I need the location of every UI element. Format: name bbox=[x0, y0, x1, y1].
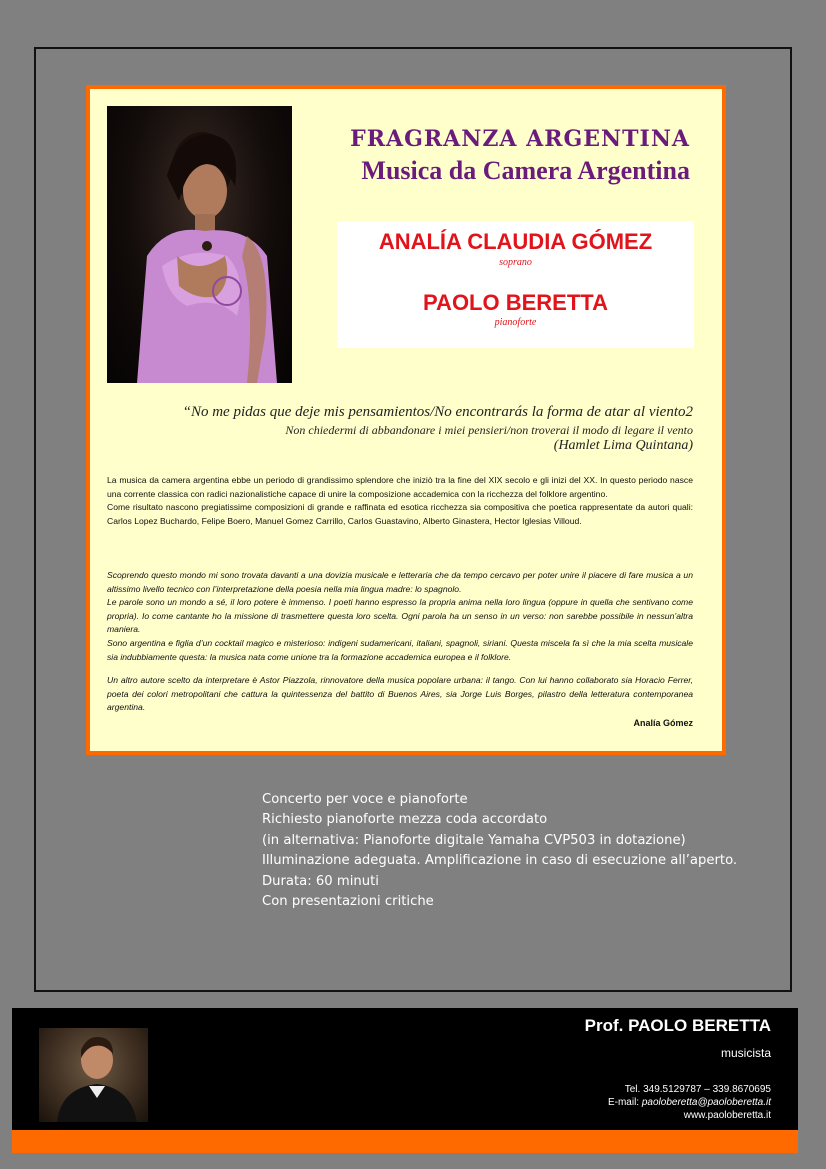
spec-line: Concerto per voce e pianoforte bbox=[262, 792, 468, 807]
pianist-photo bbox=[39, 1028, 148, 1122]
concert-specs bbox=[262, 790, 737, 912]
intro-paragraph: La musica da camera argentina ebbe un periodo di grandissimo splendore che iniziò tra la fine del XIX secolo e gli inizi del XX. In questo periodo nasce una corrente classica con radici nazionalistiche capace di unire la composizione accademica con la ricchezza del folklore argentino. bbox=[107, 475, 693, 499]
spec-line: Illuminazione adeguata. Amplificazione in caso di esecuzione all’aperto. bbox=[262, 853, 738, 869]
intro-text bbox=[107, 474, 693, 538]
email-label: E-mail: bbox=[607, 1097, 642, 1108]
statement-paragraph: Scoprendo questo mondo mi sono trovata davanti a una dovizia musicale e letteraria che da tempo cercavo per poter unire il piacere di fare musica a un altissimo livello tecnico con l’interpretazione della poesia nella mia lingua madre: lo spagnolo. bbox=[107, 570, 693, 594]
spec-line: Con presentazioni critiche bbox=[262, 894, 434, 910]
artist-name-pianist: PAOLO BERETTA bbox=[423, 290, 608, 315]
footer-accent-bar bbox=[12, 1130, 798, 1153]
intro-paragraph: Come risultato nascono pregiatissime composizioni di grande e raffinata ed esotica ricchezza sia compositiva che poetica rappresentate da autori quali: Carlos Lopez Buchardo, Felipe Boero, Manuel Gomez Carrillo, Carlos Guastavino, Alberto Ginastera, Hector Iglesias Villoud. bbox=[107, 502, 693, 526]
footer-name: Prof. PAOLO BERETTA bbox=[584, 1016, 771, 1035]
spec-line: (in alternativa: Pianoforte digitale Yamaha CVP503 in dotazione) bbox=[262, 832, 686, 848]
footer-role: musicista bbox=[720, 1046, 771, 1060]
artist-role-pianist: pianoforte bbox=[494, 317, 537, 328]
quote-translation: Non chiedermi di abbandonare i miei pensieri/non troverai il modo di legare il vento bbox=[285, 423, 693, 437]
artist-role-soprano: soprano bbox=[499, 257, 532, 268]
concert-title: FRAGRANZA ARGENTINA bbox=[350, 126, 690, 152]
footer-phone: Tel. 349.5129787 – 339.8670695 bbox=[624, 1084, 771, 1095]
email-link[interactable]: paoloberetta@paoloberetta.it bbox=[641, 1097, 771, 1108]
statement-paragraph: Un altro autore scelto da interpretare è Astor Piazzola, rinnovatore della musica popolare urbana: il tango. Con lui hanno collaborato sia Horacio Ferrer, poeta dei colori metropolitani che cattura la quintessenza del battito di Buenos Aires, sia Jorge Luis Borges, pilastro della letteratura contemporanea argentina. bbox=[107, 675, 693, 713]
spec-line: Richiesto pianoforte mezza coda accordato bbox=[262, 812, 548, 828]
artists-box bbox=[337, 221, 694, 348]
artist-statement bbox=[107, 569, 693, 715]
statement-paragraph: Sono argentina e figlia d’un cocktail magico e misterioso: indigeni sudamericani, italiani, spagnoli, siriani. Questa miscela fa sì che la mia scelta musicale sia indubbiamente questa: la musica nata come unione tra la formazione accademica europea e il folklore. bbox=[107, 637, 693, 662]
artist-name-soprano: ANALÍA CLAUDIA GÓMEZ bbox=[378, 229, 653, 254]
spec-line: Durata: 60 minuti bbox=[262, 873, 379, 889]
concert-subtitle: Musica da Camera Argentina bbox=[361, 156, 690, 185]
website-link[interactable]: www.paoloberetta.it bbox=[683, 1110, 771, 1121]
signature: Analía Gómez bbox=[633, 718, 693, 728]
footer-email-line bbox=[420, 1096, 771, 1109]
statement-paragraph: Le parole sono un mondo a sé, il loro potere è immenso. I poeti hanno espresso la propria anima nella loro lingua (oppure in quella che sentivano come propria). Io come cantante ho la missione di trasmettere questa loro scelta. Ogni parola ha un senso in un verso: non sarebbe possibile in nessun’altra maniera. bbox=[107, 597, 693, 635]
soprano-photo bbox=[107, 106, 292, 383]
quote-author: (Hamlet Lima Quintana) bbox=[553, 438, 693, 453]
quote-original: “No me pidas que deje mis pensamientos/No encontrarás la forma de atar al viento2 bbox=[182, 404, 693, 420]
